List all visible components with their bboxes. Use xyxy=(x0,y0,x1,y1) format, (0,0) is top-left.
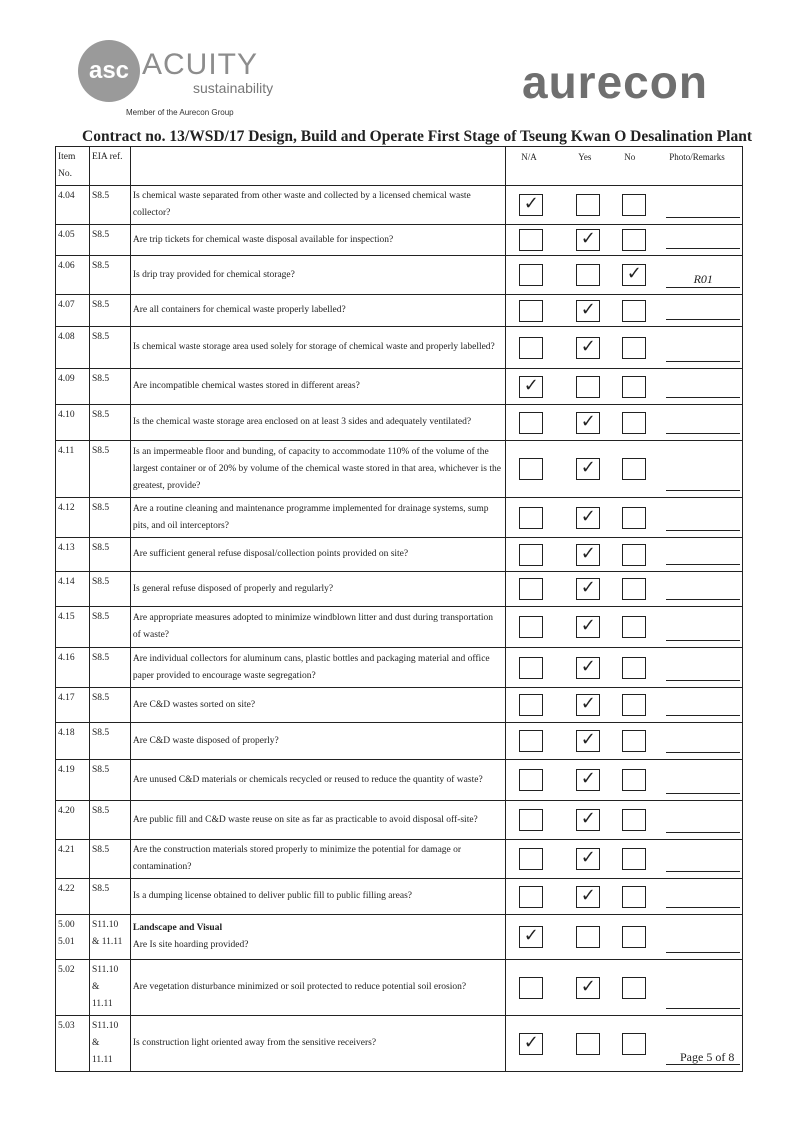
question-cell xyxy=(130,441,505,498)
table-row xyxy=(56,225,743,256)
item-no: 4.13 xyxy=(56,538,90,572)
checkbox-na[interactable] xyxy=(519,926,543,948)
table-row xyxy=(56,405,743,441)
table-row xyxy=(56,369,743,405)
check-icon: ✓ xyxy=(580,847,596,868)
question-cell xyxy=(130,369,505,405)
question-text: Are incompatible chemical wastes stored in different areas? xyxy=(132,381,360,391)
item-no: 5.02 xyxy=(56,960,90,1016)
item-no: 4.07 xyxy=(56,295,90,327)
checkbox-yes[interactable] xyxy=(576,337,600,359)
table-row xyxy=(56,295,743,327)
remarks-field[interactable] xyxy=(666,417,740,434)
question-text: Are unused C&D materials or chemicals recycled or reused to reduce the quantity of waste? xyxy=(132,774,483,785)
checkbox-no[interactable] xyxy=(622,694,646,716)
checkbox-no[interactable] xyxy=(622,848,646,870)
answer-cell xyxy=(506,915,743,960)
acuity-logo-text: ACUITY xyxy=(142,48,259,81)
acuity-circle-icon: asc xyxy=(78,40,140,102)
remarks-field[interactable] xyxy=(666,699,740,716)
question-text: Is drip tray provided for chemical storage? xyxy=(132,269,295,280)
checkbox-no[interactable] xyxy=(622,337,646,359)
checkbox-na[interactable] xyxy=(519,264,543,286)
question-text: Are appropriate measures adopted to minimize windblown litter and dust during transportation of waste? xyxy=(132,613,493,640)
table-row xyxy=(56,572,743,607)
question-cell xyxy=(130,498,505,538)
check-icon: ✓ xyxy=(580,577,596,598)
checkbox-na[interactable] xyxy=(519,300,543,322)
checkbox-yes[interactable] xyxy=(576,194,600,216)
checkbox-yes[interactable] xyxy=(576,809,600,831)
check-icon: ✓ xyxy=(580,298,596,320)
question-text: Is general refuse disposed of properly and regularly? xyxy=(132,583,334,594)
answer-cell xyxy=(506,688,743,723)
checkbox-no[interactable] xyxy=(622,412,646,434)
checkbox-yes[interactable] xyxy=(576,264,600,286)
checkbox-yes[interactable] xyxy=(576,730,600,752)
checkbox-no[interactable] xyxy=(622,229,646,251)
question-cell xyxy=(130,960,505,1016)
question-text: Is chemical waste storage area used solely for storage of chemical waste and properly labelled? xyxy=(132,342,495,352)
eia-ref: S8.5 xyxy=(89,607,130,648)
answer-cell xyxy=(506,723,743,760)
checkbox-na[interactable] xyxy=(519,1033,543,1055)
item-no: 4.06 xyxy=(56,256,90,295)
check-icon: ✓ xyxy=(580,655,596,677)
checkbox-yes[interactable] xyxy=(576,1033,600,1055)
eia-ref: S8.5 xyxy=(89,538,130,572)
remarks-field[interactable] xyxy=(666,381,740,398)
table-row xyxy=(56,840,743,879)
table-row xyxy=(56,648,743,688)
checkbox-na[interactable] xyxy=(519,657,543,679)
answer-cell xyxy=(506,840,743,879)
check-icon: ✓ xyxy=(580,808,596,829)
checkbox-no[interactable] xyxy=(622,809,646,831)
checkbox-na[interactable] xyxy=(519,376,543,398)
answer-cell xyxy=(506,538,743,572)
item-no: 4.20 xyxy=(56,801,90,840)
answer-cell xyxy=(506,879,743,915)
item-no: 4.08 xyxy=(56,327,90,369)
na-header: N/A xyxy=(521,152,537,162)
remarks-field[interactable] xyxy=(666,201,740,218)
question-text: Are vegetation disturbance minimized or soil protected to reduce potential soil erosion? xyxy=(132,982,467,992)
eia-ref-header: EIA ref. xyxy=(89,147,130,186)
check-icon: ✓ xyxy=(580,228,596,249)
question-cell xyxy=(130,538,505,572)
question-text: Are C&D wastes sorted on site? xyxy=(132,699,256,710)
table-row xyxy=(56,186,743,225)
item-no: 4.22 xyxy=(56,879,90,915)
table-row xyxy=(56,723,743,760)
check-icon: ✓ xyxy=(626,263,642,284)
question-text: Is the chemical waste storage area enclosed on at least 3 sides and adequately ventilated? xyxy=(132,417,472,427)
checkbox-na[interactable] xyxy=(519,578,543,600)
checkbox-na[interactable] xyxy=(519,507,543,529)
eia-ref: S8.5 xyxy=(89,801,130,840)
acuity-member-text: Member of the Aurecon Group xyxy=(126,108,234,117)
question-cell xyxy=(130,648,505,688)
eia-ref: S8.5 xyxy=(89,186,130,225)
checkbox-no[interactable] xyxy=(622,657,646,679)
checkbox-na[interactable] xyxy=(519,194,543,216)
checkbox-na[interactable] xyxy=(519,809,543,831)
checkbox-na[interactable] xyxy=(519,229,543,251)
eia-ref: S8.5 xyxy=(89,572,130,607)
eia-ref: S11.10 & 11.11 xyxy=(89,960,130,1016)
check-icon: ✓ xyxy=(523,193,539,214)
remarks-field[interactable] xyxy=(666,936,740,953)
item-no: 4.16 xyxy=(56,648,90,688)
table-row xyxy=(56,879,743,915)
table-row xyxy=(56,688,743,723)
eia-ref: S8.5 xyxy=(89,295,130,327)
question-text: Are individual collectors for aluminum cans, plastic bottles and packaging material and office paper provided to encourage waste segregation? xyxy=(132,653,490,681)
check-icon: ✓ xyxy=(580,335,596,357)
eia-ref: S11.10 & 11.11 xyxy=(89,915,130,960)
eia-ref: S8.5 xyxy=(89,498,130,538)
checkbox-no[interactable] xyxy=(622,886,646,908)
remarks-field[interactable]: R01 xyxy=(666,271,740,288)
acuity-logo-subtext: sustainability xyxy=(193,80,274,96)
answer-cell xyxy=(506,405,743,441)
answer-cell xyxy=(506,186,743,225)
remarks-field[interactable] xyxy=(666,232,740,249)
item-no: 4.04 xyxy=(56,186,90,225)
question-cell xyxy=(130,405,505,441)
item-no: 4.12 xyxy=(56,498,90,538)
remarks-field[interactable] xyxy=(666,303,740,320)
checkbox-yes[interactable] xyxy=(576,657,600,679)
acuity-logo xyxy=(78,40,278,120)
question-cell xyxy=(130,879,505,915)
table-row xyxy=(56,256,743,295)
check-icon: ✓ xyxy=(580,505,596,527)
question-cell xyxy=(130,327,505,369)
answer-cell xyxy=(506,369,743,405)
answer-cell xyxy=(506,801,743,840)
checkbox-na[interactable] xyxy=(519,694,543,716)
check-icon: ✓ xyxy=(523,925,539,946)
answer-header xyxy=(506,147,743,186)
remarks-field[interactable] xyxy=(666,891,740,908)
checkbox-yes[interactable] xyxy=(576,300,600,322)
item-no-header: Item No. xyxy=(56,147,90,186)
table-row xyxy=(56,607,743,648)
table-row xyxy=(56,538,743,572)
checkbox-yes[interactable] xyxy=(576,694,600,716)
checkbox-na[interactable] xyxy=(519,458,543,480)
checkbox-na[interactable] xyxy=(519,769,543,791)
question-cell xyxy=(130,760,505,801)
check-icon: ✓ xyxy=(523,1031,539,1053)
eia-ref: S11.10 & 11.11 xyxy=(89,1016,130,1072)
eia-ref: S8.5 xyxy=(89,879,130,915)
checkbox-yes[interactable] xyxy=(576,507,600,529)
question-cell xyxy=(130,225,505,256)
remarks-field[interactable] xyxy=(666,664,740,681)
question-text: Are sufficient general refuse disposal/collection points provided on site? xyxy=(132,549,409,559)
checkbox-yes[interactable] xyxy=(576,578,600,600)
question-cell xyxy=(130,607,505,648)
answer-cell xyxy=(506,572,743,607)
checkbox-na[interactable] xyxy=(519,412,543,434)
checkbox-no[interactable] xyxy=(622,300,646,322)
question-cell xyxy=(130,1016,505,1072)
checkbox-yes[interactable] xyxy=(576,769,600,791)
question-text: Are public fill and C&D waste reuse on site as far as practicable to avoid disposal off-site? xyxy=(132,814,478,825)
item-no: 4.14 xyxy=(56,572,90,607)
check-icon: ✓ xyxy=(580,457,596,478)
eia-ref: S8.5 xyxy=(89,256,130,295)
remarks-field[interactable] xyxy=(666,736,740,753)
question-cell xyxy=(130,801,505,840)
answer-cell xyxy=(506,498,743,538)
checkbox-no[interactable] xyxy=(622,977,646,999)
answer-cell xyxy=(506,327,743,369)
checkbox-no[interactable] xyxy=(622,544,646,566)
table-header-row xyxy=(56,147,743,186)
checkbox-yes[interactable] xyxy=(576,376,600,398)
table-row xyxy=(56,760,743,801)
question-text: Are trip tickets for chemical waste disposal available for inspection? xyxy=(132,234,394,245)
checkbox-no[interactable] xyxy=(622,458,646,480)
question-cell xyxy=(130,688,505,723)
checkbox-no[interactable] xyxy=(622,376,646,398)
remarks-field[interactable] xyxy=(666,816,740,833)
answer-cell xyxy=(506,295,743,327)
checkbox-na[interactable] xyxy=(519,616,543,638)
yes-header: Yes xyxy=(578,152,592,162)
remarks-field[interactable] xyxy=(666,855,740,872)
page-number: Page 5 of 8 xyxy=(680,1050,735,1064)
check-icon: ✓ xyxy=(580,884,596,906)
answer-cell xyxy=(506,648,743,688)
checkbox-yes[interactable] xyxy=(576,229,600,251)
check-icon: ✓ xyxy=(580,410,596,432)
table-row xyxy=(56,441,743,498)
question-text: Is construction light oriented away from the sensitive receivers? xyxy=(132,1038,377,1048)
question-text: Are the construction materials stored properly to minimize the potential for damage or contamination? xyxy=(132,845,462,872)
question-text: Is an impermeable floor and bunding, of capacity to accommodate 110% of the volume of the largest container or of 20% by volume of the chemical waste stored in that area, whichever is the greatest, provide? xyxy=(132,446,501,491)
check-icon: ✓ xyxy=(580,615,596,636)
item-no: 4.17 xyxy=(56,688,90,723)
item-no: 4.09 xyxy=(56,369,90,405)
checkbox-na[interactable] xyxy=(519,977,543,999)
answer-cell xyxy=(506,760,743,801)
question-cell xyxy=(130,723,505,760)
checkbox-yes[interactable] xyxy=(576,458,600,480)
remarks-header: Photo/Remarks xyxy=(669,152,725,162)
checkbox-no[interactable] xyxy=(622,926,646,948)
checkbox-no[interactable] xyxy=(622,578,646,600)
checkbox-no[interactable] xyxy=(622,264,646,286)
item-no: 4.15 xyxy=(56,607,90,648)
remarks-field[interactable] xyxy=(666,992,740,1009)
check-icon: ✓ xyxy=(580,768,596,789)
checkbox-yes[interactable] xyxy=(576,412,600,434)
checkbox-na[interactable] xyxy=(519,730,543,752)
checkbox-yes[interactable] xyxy=(576,926,600,948)
checkbox-yes[interactable] xyxy=(576,977,600,999)
table-row xyxy=(56,801,743,840)
checkbox-no[interactable] xyxy=(622,730,646,752)
eia-ref: S8.5 xyxy=(89,405,130,441)
item-no: 5.00 5.01 xyxy=(56,915,90,960)
checkbox-no[interactable] xyxy=(622,769,646,791)
table-row xyxy=(56,1016,743,1072)
remarks-field[interactable] xyxy=(666,583,740,600)
question-cell xyxy=(130,295,505,327)
checkbox-no[interactable] xyxy=(622,1033,646,1055)
checkbox-no[interactable] xyxy=(622,194,646,216)
table-row xyxy=(56,915,743,960)
checkbox-na[interactable] xyxy=(519,337,543,359)
item-no: 4.11 xyxy=(56,441,90,498)
eia-ref: S8.5 xyxy=(89,760,130,801)
checkbox-yes[interactable] xyxy=(576,886,600,908)
item-no: 4.18 xyxy=(56,723,90,760)
no-header: No xyxy=(624,152,636,162)
eia-ref: S8.5 xyxy=(89,441,130,498)
item-no: 4.21 xyxy=(56,840,90,879)
checkbox-na[interactable] xyxy=(519,886,543,908)
checkbox-no[interactable] xyxy=(622,616,646,638)
checkbox-na[interactable] xyxy=(519,848,543,870)
eia-ref: S8.5 xyxy=(89,723,130,760)
checkbox-yes[interactable] xyxy=(576,616,600,638)
eia-ref: S8.5 xyxy=(89,369,130,405)
question-text: Is a dumping license obtained to deliver public fill to public filling areas? xyxy=(132,891,412,901)
question-text: Are all containers for chemical waste properly labelled? xyxy=(132,305,346,315)
answer-cell xyxy=(506,607,743,648)
section-heading: Landscape and Visual xyxy=(132,923,223,933)
checkbox-yes[interactable] xyxy=(576,848,600,870)
item-no: 5.03 xyxy=(56,1016,90,1072)
remarks-field[interactable] xyxy=(666,548,740,565)
checkbox-na[interactable] xyxy=(519,544,543,566)
item-no: 4.19 xyxy=(56,760,90,801)
question-text: Are a routine cleaning and maintenance programme implemented for drainage systems, sump pits, and oil interceptors? xyxy=(132,503,489,531)
check-icon: ✓ xyxy=(523,374,539,396)
remarks-field[interactable] xyxy=(666,345,740,362)
check-icon: ✓ xyxy=(580,729,596,750)
question-cell xyxy=(130,840,505,879)
eia-ref: S8.5 xyxy=(89,225,130,256)
eia-ref: S8.5 xyxy=(89,327,130,369)
eia-ref: S8.5 xyxy=(89,648,130,688)
table-row xyxy=(56,498,743,538)
question-cell xyxy=(130,915,505,960)
question-cell xyxy=(130,256,505,295)
remarks-field[interactable] xyxy=(666,474,740,491)
contract-title: Contract no. 13/WSD/17 Design, Build and Operate First Stage of Tseung Kwan O Desalination Plant xyxy=(82,128,753,145)
eia-ref: S8.5 xyxy=(89,840,130,879)
question-text: Is chemical waste separated from other waste and collected by a licensed chemical waste collector? xyxy=(132,191,471,218)
check-icon: ✓ xyxy=(580,693,596,714)
question-header xyxy=(130,147,505,186)
eia-ref: S8.5 xyxy=(89,688,130,723)
remarks-field[interactable] xyxy=(666,624,740,641)
question-cell xyxy=(130,572,505,607)
checklist-table xyxy=(55,146,743,1072)
question-text: Are C&D waste disposed of properly? xyxy=(132,735,279,746)
remarks-field[interactable] xyxy=(666,514,740,531)
answer-cell xyxy=(506,960,743,1016)
answer-cell xyxy=(506,225,743,256)
remarks-field[interactable] xyxy=(666,777,740,794)
table-row xyxy=(56,960,743,1016)
question-text: Are Is site hoarding provided? xyxy=(132,940,249,950)
aurecon-logo: aurecon xyxy=(522,56,708,108)
answer-cell xyxy=(506,256,743,295)
check-icon: ✓ xyxy=(580,542,596,564)
question-cell xyxy=(130,186,505,225)
checkbox-yes[interactable] xyxy=(576,544,600,566)
checkbox-no[interactable] xyxy=(622,507,646,529)
check-icon: ✓ xyxy=(580,975,596,997)
item-no: 4.05 xyxy=(56,225,90,256)
table-row xyxy=(56,327,743,369)
item-no: 4.10 xyxy=(56,405,90,441)
answer-cell xyxy=(506,441,743,498)
